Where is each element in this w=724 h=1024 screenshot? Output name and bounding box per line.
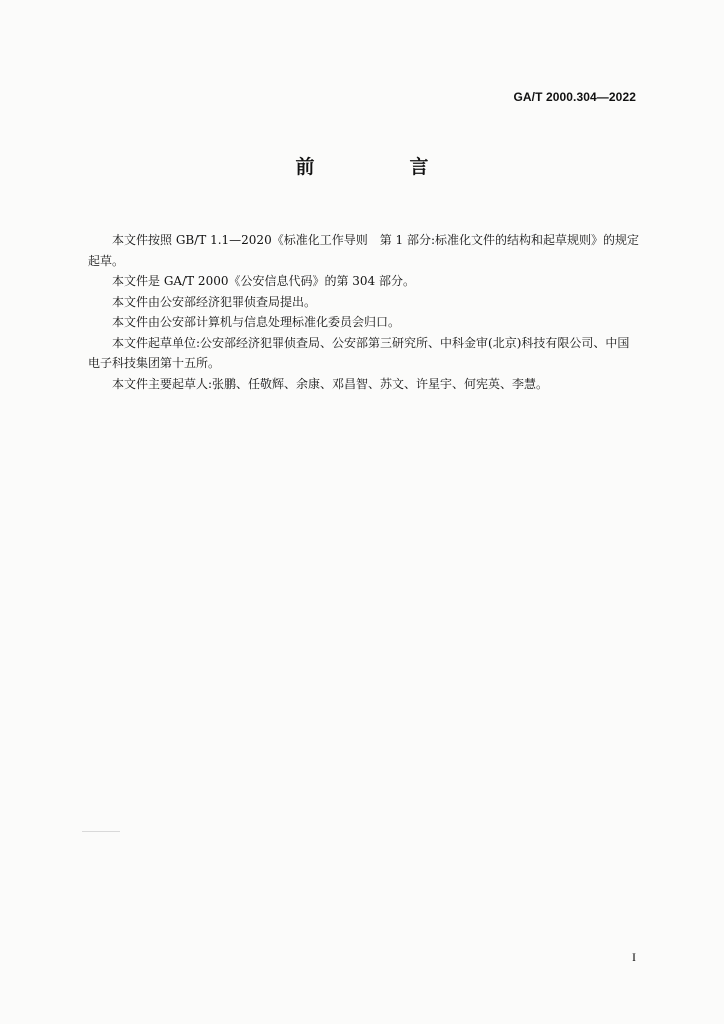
page-title: 前 言: [295, 156, 467, 178]
paragraph-drafters: 本文件主要起草人:张鹏、任敬辉、余康、邓昌智、苏文、许星宇、何宪英、李慧。: [112, 376, 549, 391]
preface-body: [88, 230, 640, 394]
paragraph-committee: 本文件由公安部计算机与信息处理标准化委员会归口。: [112, 315, 401, 329]
paragraph-drafting-units: 本文件起草单位:公安部经济犯罪侦查局、公安部第三研究所、中科金审(北京)科技有限公司、中国电子科技集团第十五所。: [88, 335, 630, 370]
scan-artifact-line: [82, 831, 120, 832]
document-number: GA/T 2000.304—2022: [513, 90, 636, 104]
paragraph-drafting-rule: 本文件按照 GB/T 1.1—2020《标准化工作导则 第 1 部分:标准化文件的结构和起草规则》的规定起草。: [88, 233, 640, 268]
paragraph-part-number: 本文件是 GA/T 2000《公安信息代码》的第 304 部分。: [112, 274, 416, 288]
paragraph-proposer: 本文件由公安部经济犯罪侦查局提出。: [112, 294, 317, 309]
page-number: I: [632, 950, 636, 964]
